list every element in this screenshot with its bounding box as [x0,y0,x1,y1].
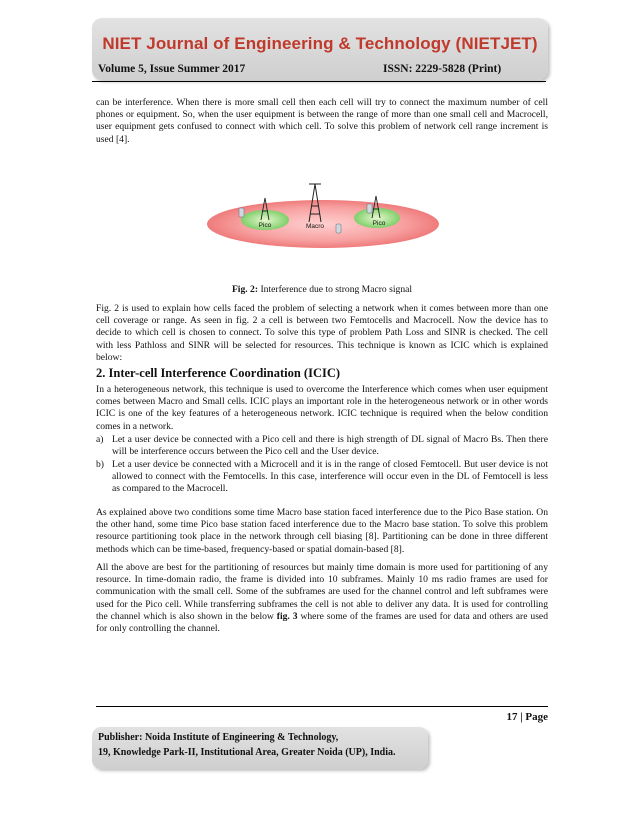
intro-paragraph: can be interference. When there is more small cell then each cell will try to connect the maximum number of cell phones or equipment. So, when the user equipment is between the range of more than one small cell and Macrocell, user equipment gets confused to connect with which cell. To solve this problem of network cell range increment is used [4]. [96,97,548,145]
journal-title: NIET Journal of Engineering & Technology (NIETJET) [102,34,538,53]
volume-issue: Volume 5, Issue Summer 2017 [98,63,246,75]
section-heading: 2. Inter-cell Interference Coordination (ICIC) [96,366,341,380]
fig-reference: fig. 3 [276,610,298,622]
time-domain-text: All the above are best for the partitioning of resources but mainly time domain is more used for partitioning of any resource. In time-domain radio, the frame is divided into 10 subframes. Mainly 10 ms radio frames are used for communication with the small cell. Some of the subframes are used for the channel control and left subframes were used for the Pico cell. While transferring subframes the cell is not able to deliver any data. It is used for controlling the channel which is also shown in the below [96,562,548,622]
issn: ISSN: 2229-5828 (Print) [383,63,502,75]
publisher-line-2: 19, Knowledge Park-II, Institutional Area, Greater Noida (UP), India. [98,747,396,758]
caption-prefix: Fig. 2: [231,284,259,295]
user-phone-icon [367,204,372,213]
icic-intro-paragraph: In a heterogeneous network, this technique is used to overcome the Interference which comes when user equipment comes between Macro and Small cells. ICIC plays an important role in the heterogeneous network or in other words ICIC is one of the key features of a heterogeneous network. ICIC technique is required when the below condition comes in a network. [96,384,548,432]
list-item-text: Let a user device be connected with a Microcell and it is in the range of closed Femtocell. But user device is not allowed to connect with the Femtocells. In this case, interference will occur even in the DL of Femtocell is less as compared to the Macrocell. [112,459,548,495]
page-number: 17 | Page [506,711,548,723]
figure-explanation-paragraph: Fig. 2 is used to explain how cells faced the problem of selecting a network when it comes between more than one cell coverage or range. As seen in fig. 2 a cell is between two Femtocells and Macrocell. Now the device has to decide to which cell is chosen to connect. To solve this type of problem Path Loss and SINR is checked. The cell with less Pathloss and SINR will be selected for resources. This technique is known as ICIC which is explained below: [96,303,548,363]
header-divider [92,81,546,82]
user-phone-icon [239,208,244,217]
pico-right-label: Pico [372,220,386,227]
list-marker: b) [96,459,104,470]
list-item-text: Let a user device be connected with a Pico cell and there is high strength of DL signal of Macro Bs. Then there will be interference occurs between the Pico cell and the User device. [112,434,548,458]
conditions-paragraph: As explained above two conditions some time Macro base station faced interference due to the Pico Base station. On the other hand, some time Pico base station faced interference due to the Macro base station. To solve this problem resource partitioning took place in the network through cell biasing [8]. Partitioning can be done in three different methods which can be time-based, frequency-based or spatial domain-based [8]. [96,507,548,555]
time-domain-text-end: where some of the frames are used for data and others are used for only controlling the channel. [96,610,548,635]
user-phone-icon [336,224,341,233]
figure-caption [96,284,548,295]
network-diagram-figure [205,180,441,250]
list-marker: a) [96,434,104,445]
caption-text: Interference due to strong Macro signal [258,284,413,295]
macro-label: Macro [305,223,325,230]
pico-left-label: Pico [258,222,272,229]
list-item [96,459,548,496]
footer-divider [96,706,548,707]
list-item [96,434,548,458]
publisher-line-1: Publisher: Noida Institute of Engineering & Technology, [98,732,339,743]
time-domain-paragraph [96,562,548,635]
